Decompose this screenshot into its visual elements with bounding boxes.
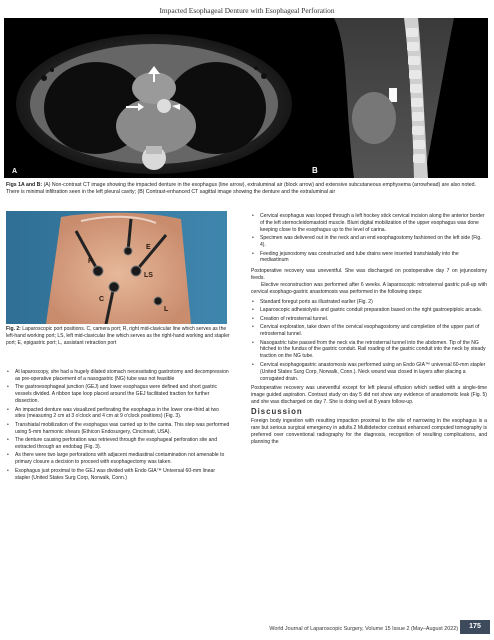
panel-b-label: B [312, 166, 318, 175]
list-item: • Standard foregut ports as illustrated earlier (Fig. 2) [251, 299, 487, 306]
figure-2-caption-text: Laparoscopic port positions. C, camera port; R, right mid-clavicular line which serves as the left-hand working port; LS, left mid-clavicular line which serves as the right-hand working and stapler port; E, epigastric port; L, assistant retraction port [6, 326, 230, 346]
ct-figure [4, 18, 488, 178]
list-item: • Nasogastric tube passed from the neck via the retrosternal tunnel into the abdomen. Tip of the NG hitched to the fundus of the gastric conduit. Rail roading of the gastric conduit into the neck by steady traction on the NG tube. [251, 340, 487, 361]
list-item: • The gastroesophageal junction (GEJ) and lower esophagus were defined and short gastric vessels divided. A ribbon tape loop placed around the GEJ facilitated traction for further dissection. [6, 384, 230, 405]
list-item: • Laparoscopic adhesiolysis and gastric conduit preparation based on the right gastroepiploic arcade. [251, 307, 487, 314]
procedure-steps-list [6, 369, 230, 482]
ct-sagittal-panel [306, 18, 488, 178]
discussion-paragraph: Foreign body ingestion with resulting impaction proximal to the site of narrowing in the esophagus is a rare but serious surgical emergency in adults.2 Multidetector contrast enhanced computed tomography is preferred over conventional radiography for the diagnosis, recognition of resulting complications, and planning the [251, 418, 487, 445]
port-label-e: E [146, 244, 151, 251]
figure-2-caption [6, 326, 230, 347]
ct-images [4, 18, 488, 178]
port-label-r: R [88, 258, 94, 265]
list-item: • An impacted denture was visualized perforating the esophagus in the lower one-third at two sites (measuring 2 cm at 3 o'clock and 4 cm at 9 o'clock positions) (Fig. 3). [6, 407, 230, 421]
port-label-c: C [99, 296, 105, 303]
reconstruction-paragraph: Elective reconstruction was performed after 6 weeks. A laparoscopic retrosternal gastric pull-up with cervical esophago-gastric anastomosis was performed in the following steps: [251, 282, 487, 296]
list-item: • Transhiatal mobilization of the esophagus was carried up to the carina. This step was performed using 5-mm harmonic shears (Ethicon Endosurgery, Cincinnati, USA). [6, 422, 230, 436]
page-number: 175 [460, 620, 490, 634]
list-item: • Cervical exploration, take down of the cervical esophagostomy and completion of the upper part of retrosternal tunnel. [251, 324, 487, 338]
port-label-l: L [164, 306, 169, 313]
figure-1-caption-label: Figs 1A and B: [6, 182, 43, 188]
list-item: • Cervical esophagus was looped through a left hockey stick cervical incision along the anterior border of the left sternocleidomastoid muscle. Blunt digital mobilization of the upper esophagus was done keeping close to the esophagus up to the level of carina. [251, 213, 487, 234]
list-item: • The denture causing perforation was retrieved through the esophageal perforation site and extracted through an endobag (Fig. 3). [6, 437, 230, 451]
figure-1-caption-text: (A) Non-contrast CT image showing the impacted denture in the esophagus (line arrow), extraluminal air (block arrow) and extensive subcutaneous emphysema (arrowhead) are also noted. There is minimal infiltration seen in the left pleural cavity; (B) Contrast-enhanced CT sagittal image showing the denture and the extraluminal air [6, 182, 476, 195]
abdomen-photo [6, 211, 227, 324]
list-item: • As there were two large perforations with adjacent mediastinal contamination not amenable to primary closure a decision to proceed with esophagectomy was taken. [6, 452, 230, 466]
list-item: • At laparoscopy, she had a hugely dilated stomach necessitating gastrotomy and decompression as pre-operative placement of a nasogastric (NG) tube was not feasible [6, 369, 230, 383]
journal-footer: World Journal of Laparoscopic Surgery, Volume 15 Issue 2 (May–August 2022) [269, 626, 458, 632]
discussion-heading: Discussion [251, 407, 303, 417]
list-item: • Cervical esophagogastric anastomosis was performed using an Endo GIA™ universal 60-mm stapler (United States Surg Corp, Norwalk, Conn.). Neck wound was closed in layers after placing a corrugated drain. [251, 362, 487, 383]
list-item: • Feeding jejunostomy was constructed and tube drains were inserted transhiatally into the mediastinum [251, 251, 487, 265]
figure-1-caption [6, 182, 488, 196]
list-item: • Specimen was delivered out in the neck and an end esophagostomy fashioned on the left side (Fig. 4). [251, 235, 487, 249]
list-item: • Creation of retrosternal tunnel. [251, 316, 487, 323]
panel-a-label: A [12, 168, 18, 175]
ct-axial-panel [4, 18, 304, 178]
left-column [6, 369, 230, 483]
cervical-steps-list [251, 213, 487, 264]
recovery-paragraph: Postoperative recovery was uneventful. She was discharged on postoperative day 7 on jejunostomy feeds. [251, 268, 487, 282]
figure-2-caption-label: Fig. 2: [6, 326, 21, 332]
port-label-ls: LS [144, 272, 153, 279]
running-title: Impacted Esophageal Denture with Esophageal Perforation [159, 6, 335, 15]
list-item: • Esophagus just proximal to the GEJ was divided with Endo GIA™ Universal 60-mm linear stapler (United States Surg Corp, Norwalk, Conn.) [6, 468, 230, 482]
reconstruction-steps-list [251, 299, 487, 382]
right-column [251, 213, 487, 446]
port-positions-photo [6, 211, 227, 324]
followup-paragraph: Postoperative recovery was uneventful except for left pleural effusion which settled with a single-time image guided aspiration. Contrast study on day 5 did not show any evidence of anastomotic leak (Fig. 5) and she was discharged on day 7. She is doing well at 8 years follow-up. [251, 385, 487, 406]
